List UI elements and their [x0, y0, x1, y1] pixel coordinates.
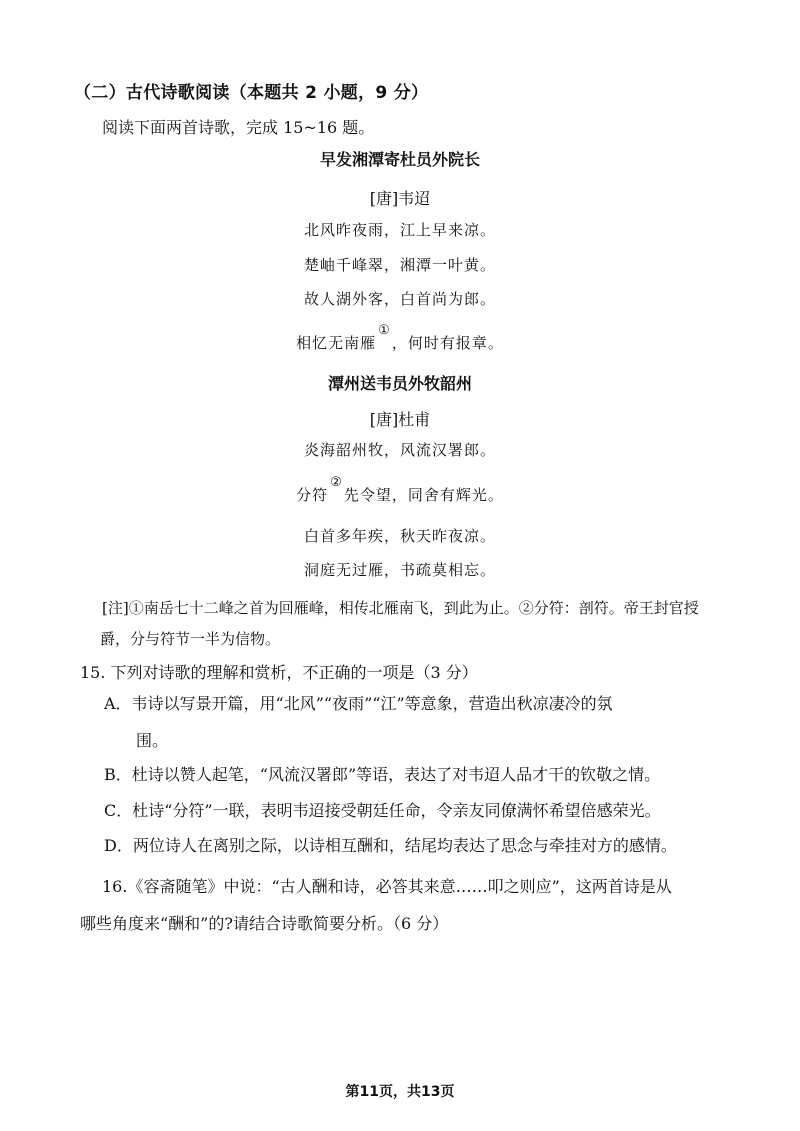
poem-1-line-3: 故人湖外客，白首尚为郎。	[303, 290, 496, 308]
poem-2-title: 潭州送韦员外牧韶州	[327, 374, 472, 393]
question-15-stem: 15. 下列对诗歌的理解和赏析，不正确的一项是（3 分）	[80, 663, 478, 682]
option-a-line-2: 围。	[136, 731, 169, 750]
poem-2-line	[0, 525, 800, 546]
poem-1-line	[0, 288, 800, 309]
question-16-line-2: 哪些角度来“酬和”的?请结合诗歌简要分析。（6 分）	[80, 914, 449, 933]
poem-2-line-1: 炎海韶州牧，风流汉署郎。	[303, 441, 496, 459]
poem-1-line-4b: ，何时有报章。	[391, 334, 504, 352]
poem-1-line-1: 北风昨夜雨，江上早来凉。	[303, 221, 496, 239]
poem-1	[0, 147, 800, 209]
poem-1-line	[0, 254, 800, 275]
question-16	[80, 868, 742, 942]
option-c: C．杜诗“分符”一联，表明韦迢接受朝廷任命，令亲友同僚满怀希望倍感荣光。	[104, 801, 661, 820]
poem-1-line-2: 楚岫千峰翠，湘潭一叶黄。	[303, 256, 496, 274]
poem-1-line	[0, 219, 800, 240]
annotation	[102, 593, 742, 655]
poem-1-line	[0, 323, 800, 353]
option-a-line-1: A．韦诗以写景开篇，用“北风”“夜雨”“江”等意象，营造出秋凉凄冷的氛	[104, 694, 613, 713]
section-intro: 阅读下面两首诗歌，完成 15~16 题。	[102, 118, 375, 137]
poem-1-author: [唐]韦迢	[369, 189, 431, 208]
page-number: 第11页，共13页	[345, 1084, 455, 1100]
annotation-line-2: 爵，分与符节一半为信物。	[100, 630, 281, 648]
poem-1-title: 早发湘潭寄杜员外院长	[319, 150, 480, 169]
option-a	[104, 685, 744, 759]
poem-2-line	[0, 475, 800, 505]
poem-2-line-3: 白首多年疾，秋天昨夜凉。	[303, 527, 496, 545]
section-title: （二）古代诗歌阅读（本题共 2 小题，9 分）	[74, 83, 429, 103]
poem-2-line-4: 洞庭无过雁，书疏莫相忘。	[303, 561, 496, 579]
question-16-line-1: 16.《容斋随笔》中说：“古人酬和诗，必答其来意……叩之则应”，这两首诗是从	[102, 877, 672, 896]
annotation-line-1: [注]①南岳七十二峰之首为回雁峰，相传北雁南飞，到此为止。②分符：剖符。帝王封官授	[102, 599, 699, 617]
option-b: B．杜诗以赞人起笔，“风流汉署郎”等语，表达了对韦迢人品才干的钦敬之情。	[104, 765, 661, 784]
poem-2-line-2a: 分符	[296, 486, 329, 504]
poem-2-author: [唐]杜甫	[369, 410, 431, 429]
option-d: D．两位诗人在离别之际，以诗相互酬和，结尾均表达了思念与牵挂对方的感情。	[104, 836, 677, 855]
poem-1-line-4a: 相忆无南雁	[296, 334, 377, 352]
poem-2-line-2b: 先令望，同舍有辉光。	[343, 486, 504, 504]
poem-2	[0, 371, 800, 430]
poem-2-line	[0, 439, 800, 460]
poem-2-line	[0, 559, 800, 580]
footnote-marker-1: ①	[378, 323, 390, 338]
footnote-marker-2: ②	[330, 475, 342, 490]
